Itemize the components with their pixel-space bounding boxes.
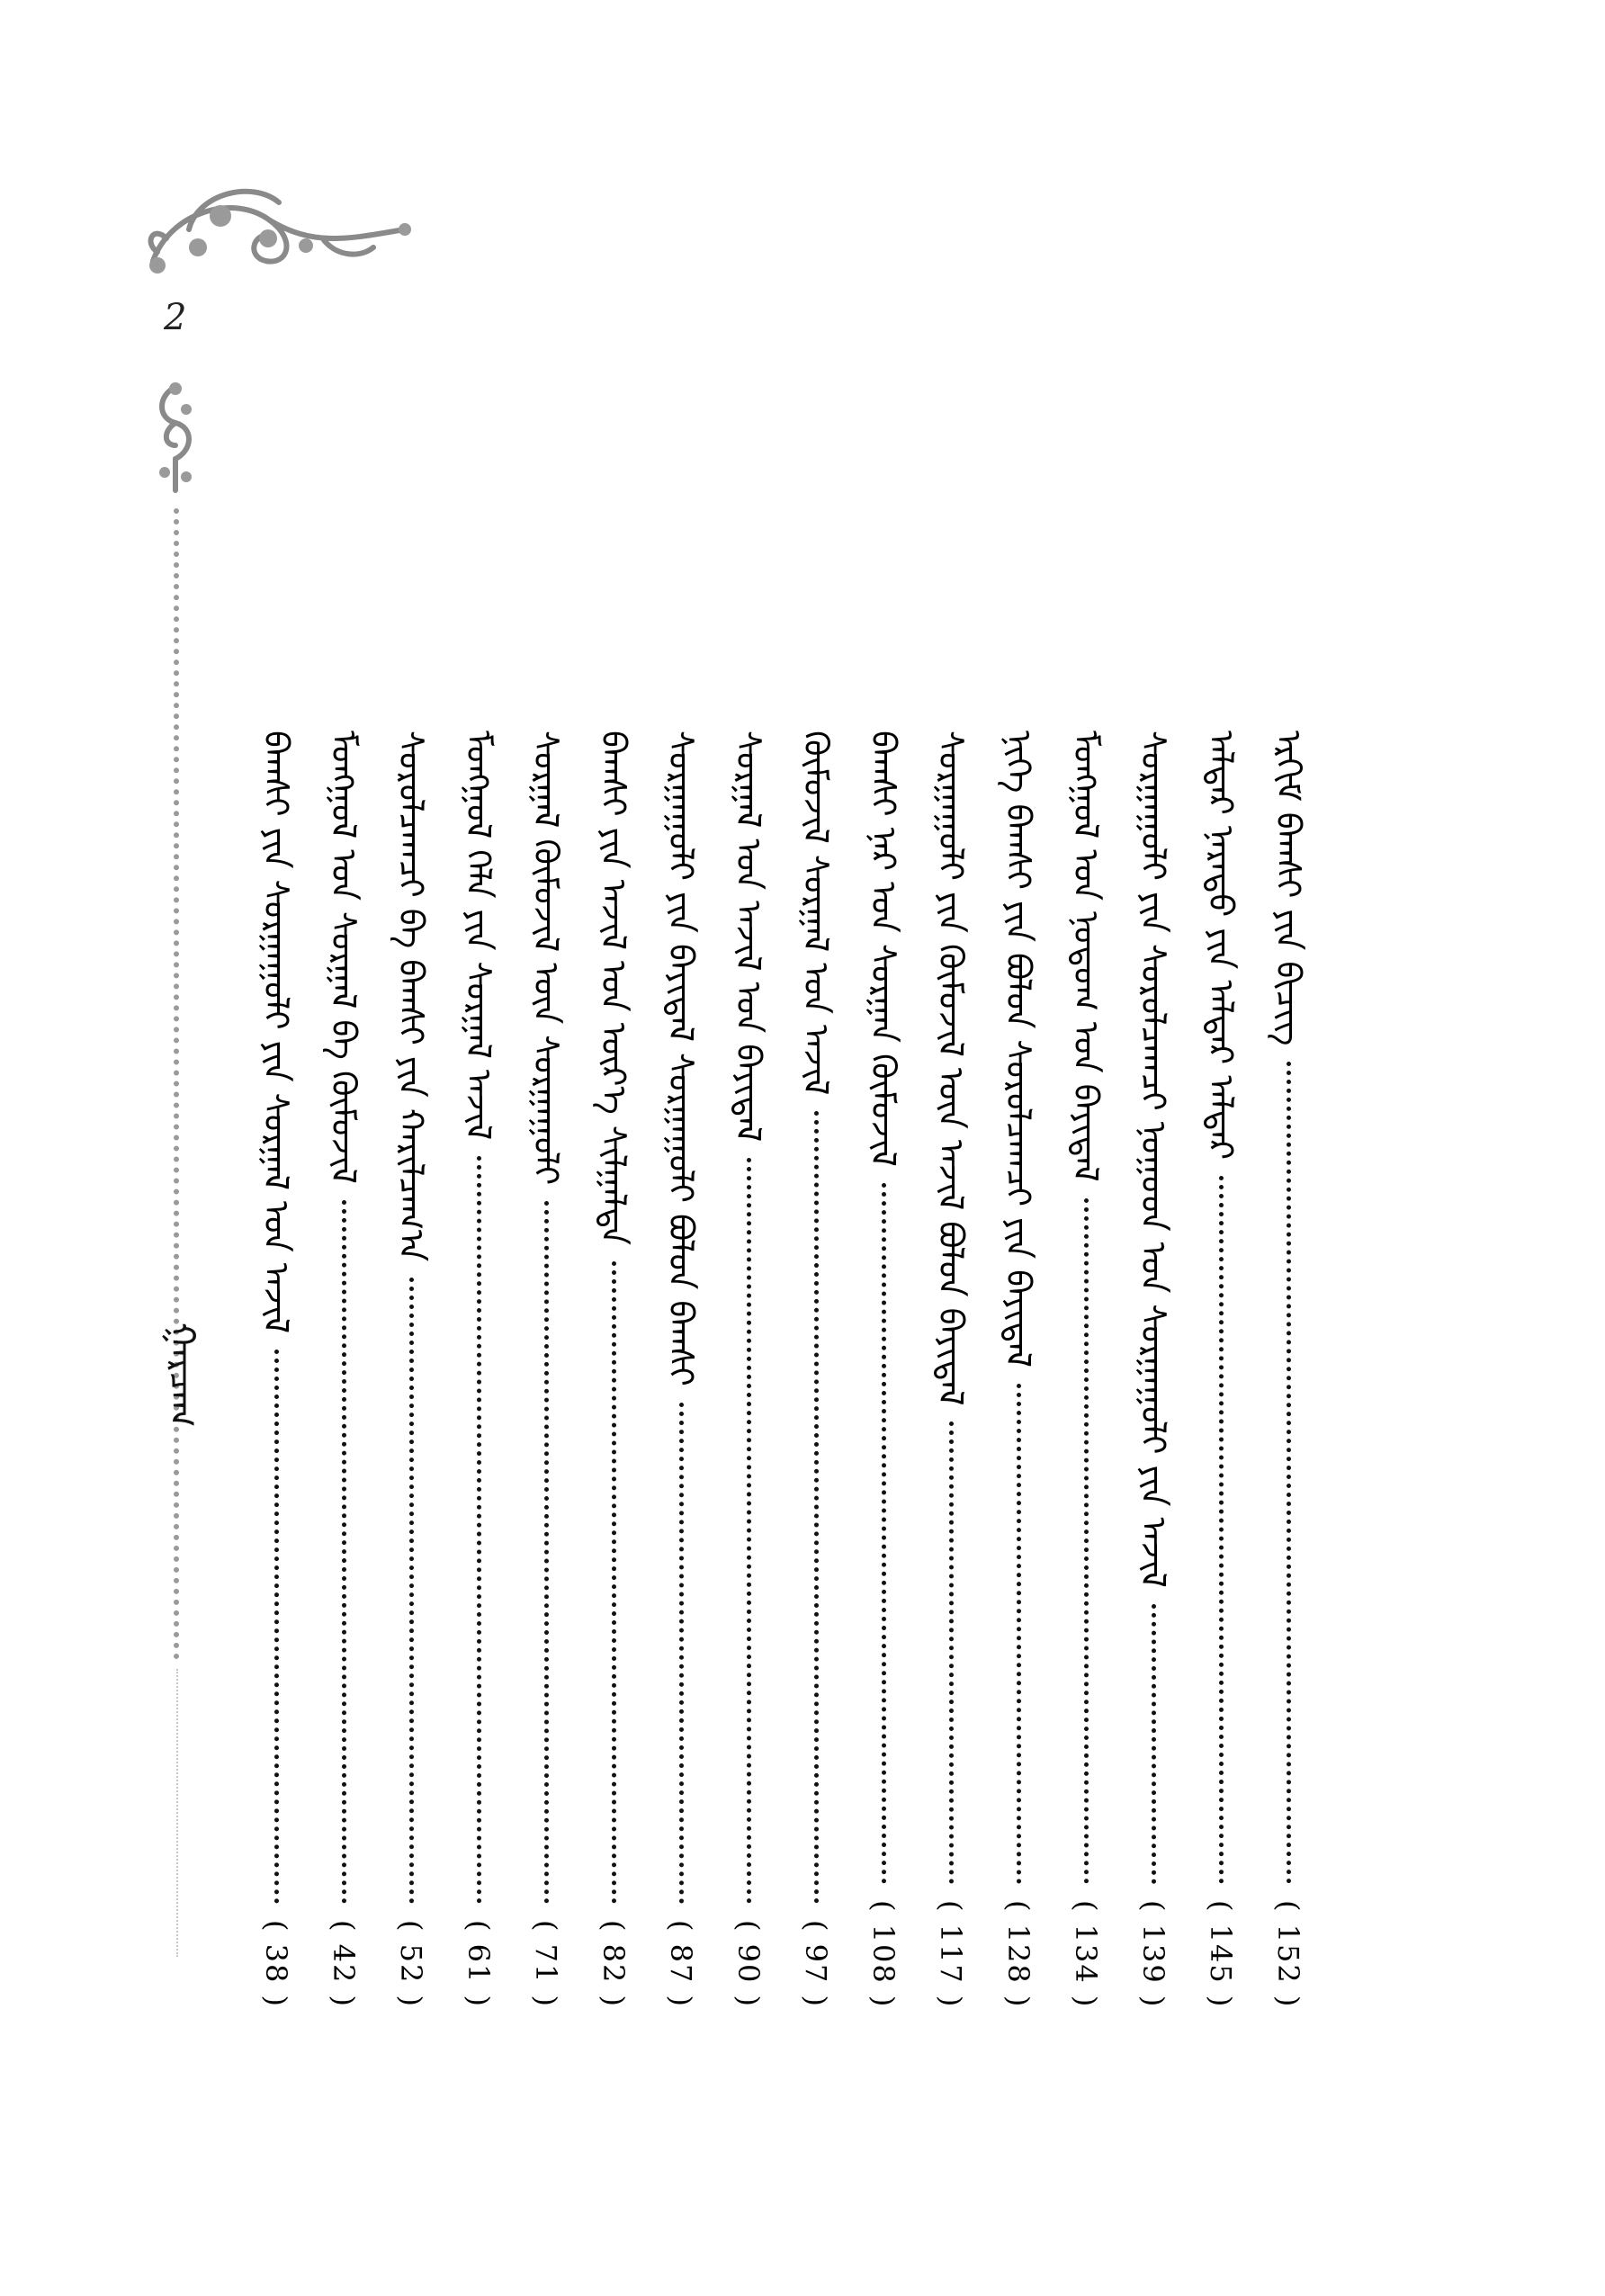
toc-entry-page: ( 152 ) xyxy=(1271,1899,1305,2008)
toc-entry[interactable] xyxy=(382,731,440,2008)
toc-entry-title: ᠰᠤᠷᠭᠠᠭᠤᠯᠢ ᠶᠢᠨ ᠬᠦᠮᠦᠵᠢᠯ ᠦᠨ ᠠᠵᠢᠯ ᠪᠣᠯᠤᠨ ᠪᠠᠶᠢᠳᠠᠯ xyxy=(931,731,971,1406)
toc-entry-page: ( 82 ) xyxy=(596,1919,631,2008)
toc-dot-leader xyxy=(409,1278,414,1904)
toc-entry[interactable] xyxy=(720,731,777,2008)
toc-entry-page: ( 61 ) xyxy=(462,1919,496,2008)
toc-entry[interactable] xyxy=(652,731,710,2008)
toc-entry-title: ᠰᠤᠷᠭᠠᠯ ᠬᠦᠮᠦᠵᠢᠯ ᠦᠨ ᠰᠤᠷᠭᠠᠭᠤᠯᠢ xyxy=(526,731,566,1186)
toc-dot-leader xyxy=(342,1200,346,1904)
toc-entry[interactable] xyxy=(315,731,372,2008)
toc-entry-page: ( 87 ) xyxy=(664,1919,698,2008)
toc-dot-leader xyxy=(747,1158,751,1904)
toc-entry[interactable] xyxy=(922,731,980,2008)
toc-dot-leader xyxy=(814,1111,819,1904)
toc-dot-leader xyxy=(612,1261,616,1904)
toc-entry-page: ( 128 ) xyxy=(1001,1899,1036,2008)
toc-dot-leader xyxy=(679,1403,684,1904)
toc-entry[interactable] xyxy=(855,731,912,2008)
toc-entry-page: ( 134 ) xyxy=(1069,1899,1103,2008)
toc-entry-page: ( 52 ) xyxy=(394,1919,428,2008)
toc-entry-title: ᠮᠣᠩᠭᠣᠯ ᠤᠨ ᠨᠤᠲᠤᠭ ᠤᠨ ᠪᠠᠶᠢᠳᠠᠯ xyxy=(1066,731,1106,1182)
toc-entry[interactable] xyxy=(1192,731,1250,2008)
toc-entry-title: ᠪᠠᠭᠰᠢ ᠶᠢᠨ ᠠᠵᠢᠯ ᠤᠨ ᠦᠷ᠎ᠡ ᠰᠢᠯᠭᠠᠯᠲᠠ xyxy=(594,731,633,1245)
toc-entry[interactable] xyxy=(1260,731,1317,2008)
toc-entry[interactable] xyxy=(247,731,305,2008)
toc-entry-page: ( 145 ) xyxy=(1204,1899,1238,2008)
toc-entry-title: ᠰᠤᠷᠭᠠᠭᠤᠯᠢ ᠶᠢᠨ ᠰᠤᠷᠤᠯᠴᠠᠭᠴᠢ ᠨᠤᠭᠤᠳ ᠤᠨ ᠰᠤᠷᠭᠠᠭᠤᠯᠢ ᠶᠢᠨ ᠠᠵᠢᠯ xyxy=(1134,731,1173,1588)
toc-entry-title: ᠠᠯᠳᠠᠷ ᠨᠡᠷᠡᠲᠦ ᠶᠢᠨ ᠠᠯᠳᠠᠷ ᠠᠯᠳᠠᠷ xyxy=(1201,731,1241,1160)
toc-entry[interactable] xyxy=(1057,731,1115,2008)
toc-entry[interactable] xyxy=(517,731,575,2008)
toc-entry-page: ( 139 ) xyxy=(1136,1899,1170,2008)
toc-entry-page: ( 90 ) xyxy=(731,1919,766,2008)
toc-dot-leader xyxy=(1219,1176,1224,1884)
toc-entry-title: ᠪᠠᠭᠰᠢ ᠶᠢᠨ ᠰᠤᠷᠭᠠᠭᠤᠯᠢ ᠶᠢᠨ ᠰᠤᠷᠭᠠᠯ ᠤᠨ ᠠᠵᠢᠯ xyxy=(256,731,296,1334)
toc-dot-leader xyxy=(274,1350,279,1904)
toc-entry-title: ᠪᠠᠭᠰᠢ ᠨᠠᠷ ᠤᠨ ᠰᠤᠷᠭᠠᠨ ᠬᠥᠮᠦᠵᠢᠯ xyxy=(864,731,903,1167)
toc-entry-page: ( 108 ) xyxy=(866,1899,901,2008)
toc-dot-leader xyxy=(544,1201,549,1904)
toc-dot-leader xyxy=(1017,1384,1021,1884)
toc-entry-title: ᠮᠣᠩᠭᠣᠯ ᠤᠨ ᠰᠤᠷᠭᠠᠯ ᠪᠠ ᠬᠥᠮᠦᠵᠢᠯ xyxy=(324,731,363,1184)
toc-entry[interactable] xyxy=(990,731,1047,2008)
toc-entry-title: ᠰᠤᠷᠭᠠᠯ ᠤᠨ ᠠᠵᠢᠯ ᠤᠨ ᠪᠠᠶᠢᠳᠠᠯ xyxy=(729,731,768,1143)
toc-entry-title: ᠡᠷᠬᠢᠮ ᠪᠠᠭᠰᠢ ᠶᠢᠨ ᠪᠢᠴᠢᠭ xyxy=(1269,731,1308,1046)
toc-entry-page: ( 97 ) xyxy=(799,1919,833,2008)
toc-dot-leader xyxy=(1152,1604,1156,1884)
toc-entry-title: ᠰᠤᠷᠤᠯᠴᠠᠭᠴᠢ ᠪᠠ ᠪᠠᠭᠰᠢ ᠶᠢᠨ ᠬᠠᠷᠢᠯᠴᠠᠭ᠎ᠠ xyxy=(391,731,431,1262)
toc-entry-page: ( 38 ) xyxy=(259,1919,293,2008)
toc-dot-leader xyxy=(1287,1062,1291,1883)
toc-entry-title: ᠬᠦᠮᠦᠵᠢᠯ ᠰᠤᠷᠭᠠᠯ ᠤᠨ ᠠᠵᠢᠯ xyxy=(796,731,836,1096)
running-head: ᠭᠠᠷᠴᠠᠭ xyxy=(161,1323,202,1428)
toc-dot-leader xyxy=(477,1156,481,1904)
toc-dot-leader xyxy=(1084,1198,1089,1884)
toc-entry-title: ᠮᠣᠩᠭᠣᠯ ᠬᠡᠯᠡ ᠶᠢᠨ ᠰᠤᠷᠭᠠᠯ ᠠᠵᠢᠯ xyxy=(459,731,498,1141)
toc-entry-page: ( 42 ) xyxy=(327,1919,361,2008)
toc-entry[interactable] xyxy=(585,731,642,2008)
toc-entry-page: ( 71 ) xyxy=(529,1919,563,2008)
page-number: 2 xyxy=(164,297,187,338)
toc-entry-title: ᠰᠤᠷᠭᠠᠭᠤᠯᠢ ᠶᠢᠨ ᠪᠠᠶᠢᠳᠠᠯ ᠰᠤᠷᠭᠠᠭᠤᠯᠢ ᠪᠣᠯᠤᠨ ᠪᠠᠭᠰᠢ xyxy=(661,731,701,1386)
toc-entry[interactable] xyxy=(787,731,845,2008)
toc-entry-title: ᠨᠢᠭᠡ ᠪᠠᠭᠰᠢ ᠶᠢᠨ ᠪᠣᠯᠤᠨ ᠰᠤᠷᠤᠯᠴᠠᠭᠴᠢ ᠶᠢᠨ ᠪᠠᠶᠢᠳᠠᠯ xyxy=(999,731,1038,1368)
toc-entry[interactable] xyxy=(450,731,507,2008)
toc-dot-leader xyxy=(882,1183,886,1884)
toc-dot-leader xyxy=(949,1422,954,1883)
toc-entry-page: ( 117 ) xyxy=(934,1899,968,2008)
toc-entry[interactable] xyxy=(1125,731,1182,2008)
